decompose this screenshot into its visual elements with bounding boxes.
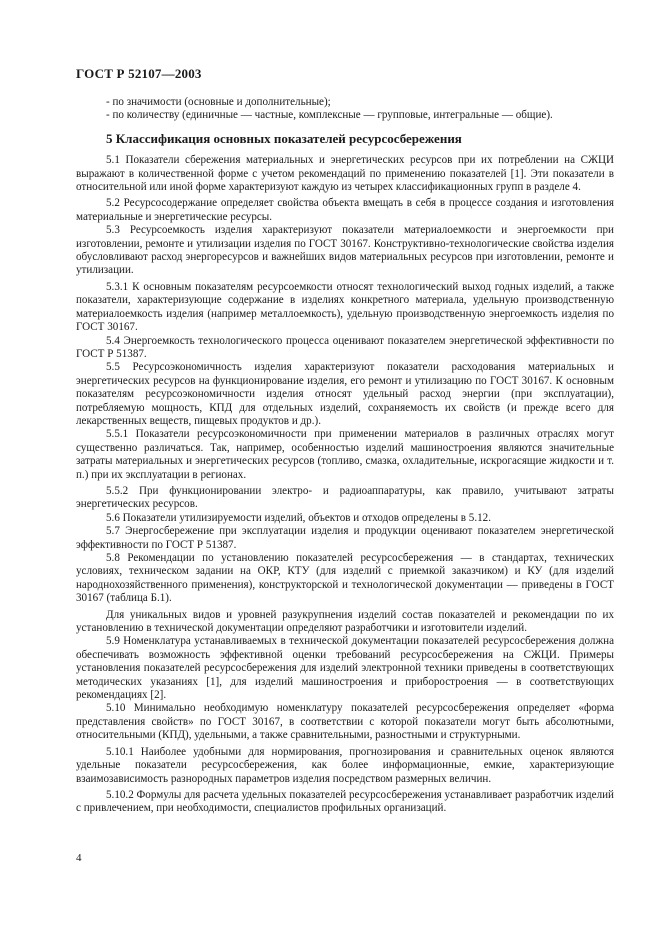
paragraph-5-10: 5.10 Минимально необходимую номенклатуру показателей ресурсосбережения определяет «форма представления свойств» по ГОСТ 30167, в соответствии с которой показатели могут быть абсолютными, относительными (КПД), удельными, а также сравнительными, разностными и структурными. bbox=[76, 702, 614, 742]
paragraph-5-2: 5.2 Ресурсосодержание определяет свойства объекта вмещать в себя в процессе создания и изготовления материальные и энергетические ресурсы. bbox=[76, 197, 614, 223]
paragraph-5-10-2: 5.10.2 Формулы для расчета удельных показателей ресурсосбережения устанавливает разработчик изделий с привлечением, при необходимости, специалистов профильных организаций. bbox=[76, 788, 614, 815]
paragraph-5-8: 5.8 Рекомендации по установлению показателей ресурсосбережения — в стандартах, технических условиях, техническом задании на ОКР, КТУ (для изделий с приемкой заказчиком) и КУ (для изделий народнохозяйственного применения), конструкторской и технологической документации — приведены в ГОСТ 30167 (таблица Б.1). bbox=[76, 552, 614, 605]
section-title: 5 Классификация основных показателей ресурсосбережения bbox=[106, 130, 462, 146]
paragraph-5-4: 5.4 Энергоемкость технологического процесса оценивают показателем энергетической эффективности по ГОСТ Р 51387. bbox=[76, 334, 614, 360]
paragraph-5-9: 5.9 Номенклатура устанавливаемых в технической документации показателей ресурсосбережения должна обеспечивать возможность эффективной оценки требований ресурсосбережения на СЖЦИ. Примеры установления показателей ресурсосбережения для изделий электронной техники приведены в соответствующих методических указаниях [1], для изделий машиностроения и приборостроения — в соответствующих рекомендациях [2]. bbox=[76, 635, 614, 702]
paragraph-5-5-1: 5.5.1 Показатели ресурсоэкономичности при применении материалов в различных отраслях могут существенно различаться. Так, например, особенностью изделий машиностроения являются значительные затраты материальных и энергетических ресурсов (топливо, смазка, охладительные, искрогасящие жидкости и т. п.) при их эксплуатации в регионах. bbox=[76, 428, 614, 481]
list-item: - по значимости (основные и дополнительные); bbox=[106, 96, 331, 108]
page-number: 4 bbox=[76, 852, 82, 864]
paragraph-5-8-note: Для уникальных видов и уровней разукрупнения изделий состав показателей и рекомендации по их установлению в технической документации определяют разработчики и изготовители изделий. bbox=[76, 608, 614, 635]
list-item: - по количеству (единичные — частные, комплексные — групповые, интегральные — общие). bbox=[106, 109, 553, 122]
paragraph-5-1: 5.1 Показатели сбережения материальных и энергетических ресурсов при их потреблении на СЖЦИ выражают в количественной форме с учетом рекомендаций по применению показателей [1]. Эти показатели в относительной или иной форме характеризуют каждую из четырех классификационных групп в разделе 4. bbox=[76, 154, 614, 194]
paragraph-5-3: 5.3 Ресурсоемкость изделия характеризуют показатели материалоемкости и энергоемкости при изготовлении, ремонте и утилизации изделия по ГОСТ 30167. Конструктивно-технологические свойства изделия обусловливают расход энергоресурсов и важнейших видов материальных ресурсов при изготовлении, ремонте и утилизации. bbox=[76, 224, 614, 277]
document-body bbox=[76, 96, 614, 816]
paragraph-5-3-1: 5.3.1 К основным показателям ресурсоемкости относят технологический выход годных изделий, а также показатели, характеризующие содержание в изделиях конкретного материала, удельную производственную материалоемкость изделия (например металлоемкость), удельную производственную энергоемкость изделия по ГОСТ 30167. bbox=[76, 280, 614, 334]
paragraph-5-5-2: 5.5.2 При функционировании электро- и радиоаппаратуры, как правило, учитывают затраты энергетических ресурсов. bbox=[76, 484, 614, 511]
paragraph-5-10-1: 5.10.1 Наиболее удобными для нормирования, прогнозирования и сравнительных оценок являются удельные показатели ресурсосбережения, как более информационные, емкие, характеризующие взаимозависимость разнородных параметров изделия посредством размерных величин. bbox=[76, 745, 614, 785]
document-header: ГОСТ Р 52107—2003 bbox=[76, 66, 202, 81]
paragraph-5-6: 5.6 Показатели утилизируемости изделий, объектов и отходов определены в 5.12. bbox=[106, 511, 491, 524]
paragraph-5-5: 5.5 Ресурсоэкономичность изделия характеризуют показатели расходования материальных и энергетических ресурсов на функционирование изделия, его ремонт и утилизацию по ГОСТ 30167. К основным показателям ресурсоэкономичности изделия относят удельный расход энергии (при эксплуатации), потребляемую мощность, КПД для отдельных изделий, сохраняемость их свойств (и прежде всего для лекарственных веществ, пищевых продуктов и др.). bbox=[76, 361, 614, 427]
paragraph-5-7: 5.7 Энергосбережение при эксплуатации изделия и продукции оценивают показателем энергетической эффективности по ГОСТ Р 51387. bbox=[76, 525, 614, 551]
